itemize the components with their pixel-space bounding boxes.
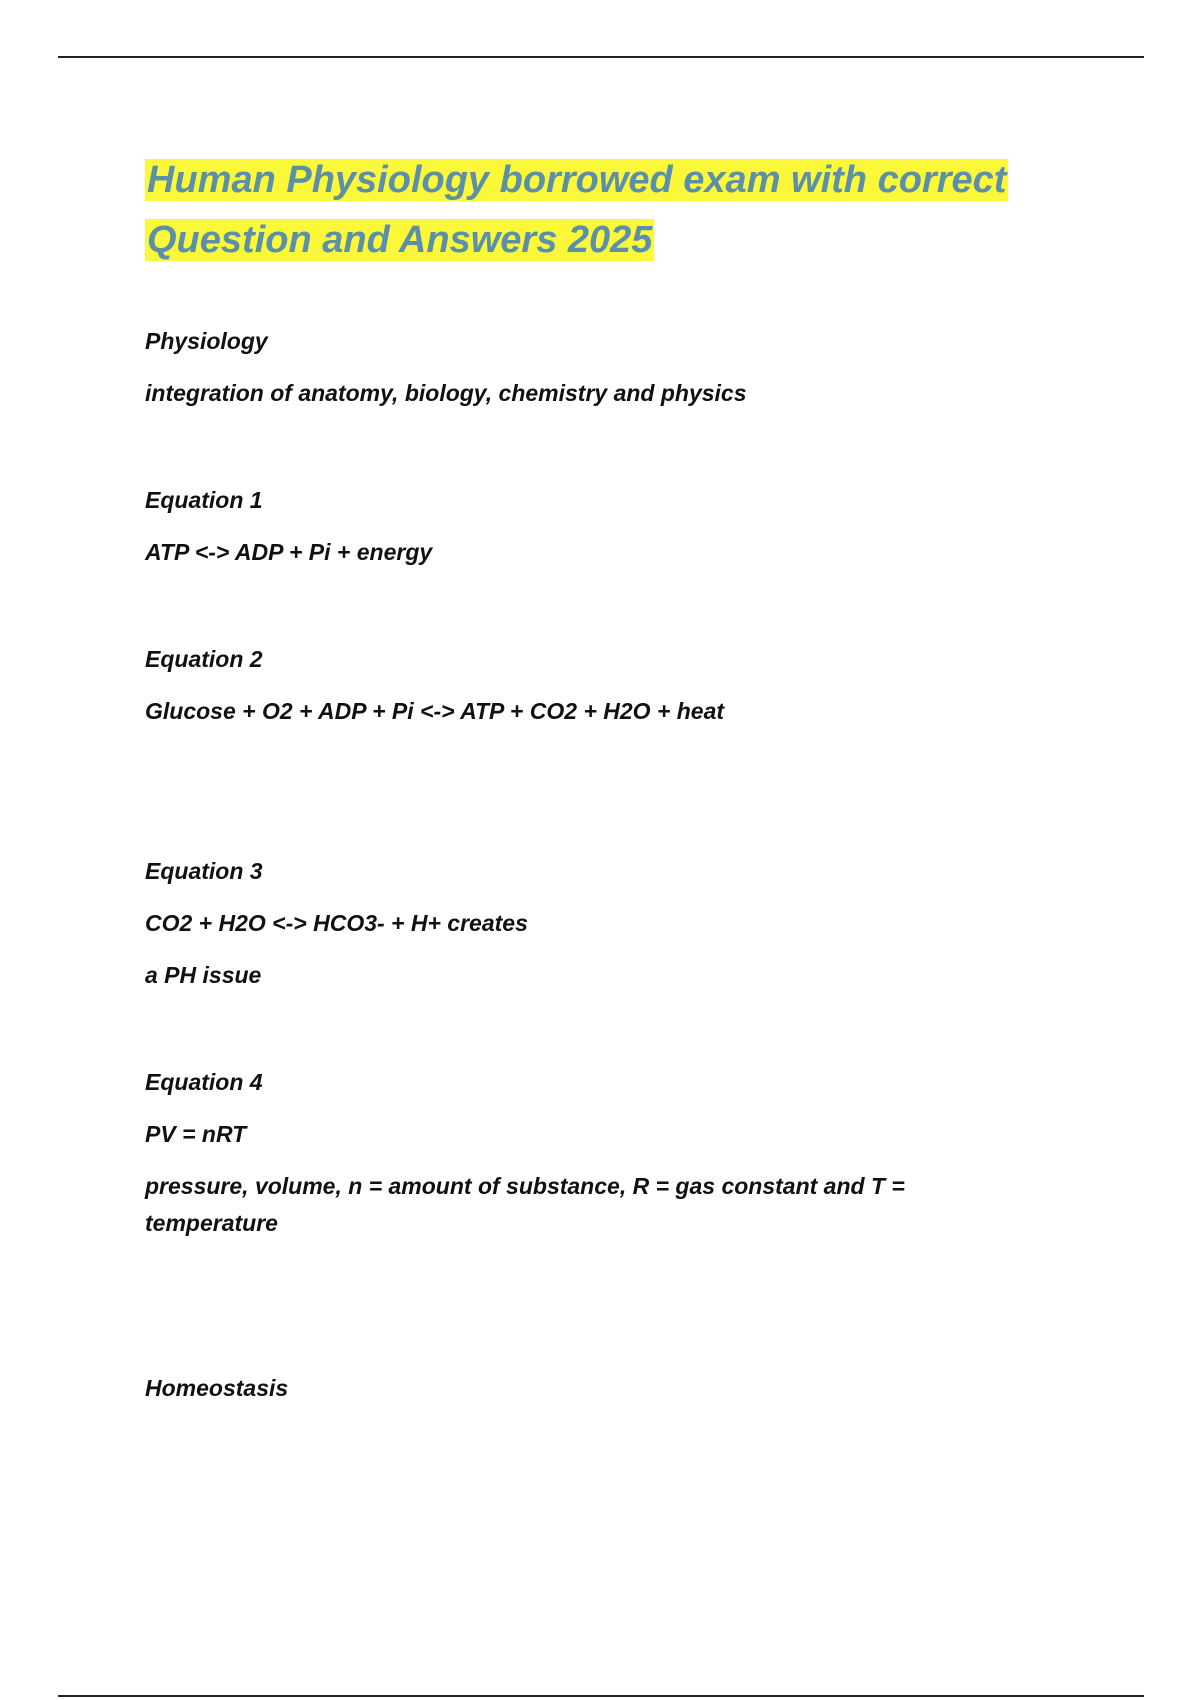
entry-definition: PV = nRT [145, 1121, 247, 1147]
document-title [145, 150, 1045, 270]
qa-entry-equation-2 [145, 641, 1045, 730]
entry-term: Homeostasis [145, 1375, 289, 1401]
entry-term: Equation 2 [145, 646, 263, 672]
entry-term: Equation 3 [145, 858, 263, 884]
qa-entry-equation-3 [145, 853, 1045, 994]
entry-definition: a PH issue [145, 962, 262, 988]
qa-entry-homeostasis [145, 1370, 1045, 1422]
footer-rule [58, 1695, 1144, 1697]
entry-term: Equation 1 [145, 487, 263, 513]
entry-definition: ATP <-> ADP + Pi + energy [145, 539, 433, 565]
entry-definition: pressure, volume, n = amount of substance, R = gas constant and T = [145, 1173, 905, 1199]
qa-entry-equation-1 [145, 482, 1045, 571]
title-line-2: Question and Answers 2025 [147, 219, 653, 261]
entry-definition: CO2 + H2O <-> HCO3- + H+ creates [145, 910, 528, 936]
qa-entry-physiology [145, 323, 1045, 412]
header-rule [58, 56, 1144, 58]
entry-term: Equation 4 [145, 1069, 263, 1095]
entry-definition-continued: temperature [145, 1210, 278, 1236]
entry-definition: integration of anatomy, biology, chemistry and physics [145, 380, 747, 406]
entry-term: Physiology [145, 328, 268, 354]
qa-entry-equation-4 [145, 1064, 1045, 1242]
entry-definition: Glucose + O2 + ADP + Pi <-> ATP + CO2 + H2O + heat [145, 698, 725, 724]
title-line-1: Human Physiology borrowed exam with correct [147, 159, 1007, 201]
